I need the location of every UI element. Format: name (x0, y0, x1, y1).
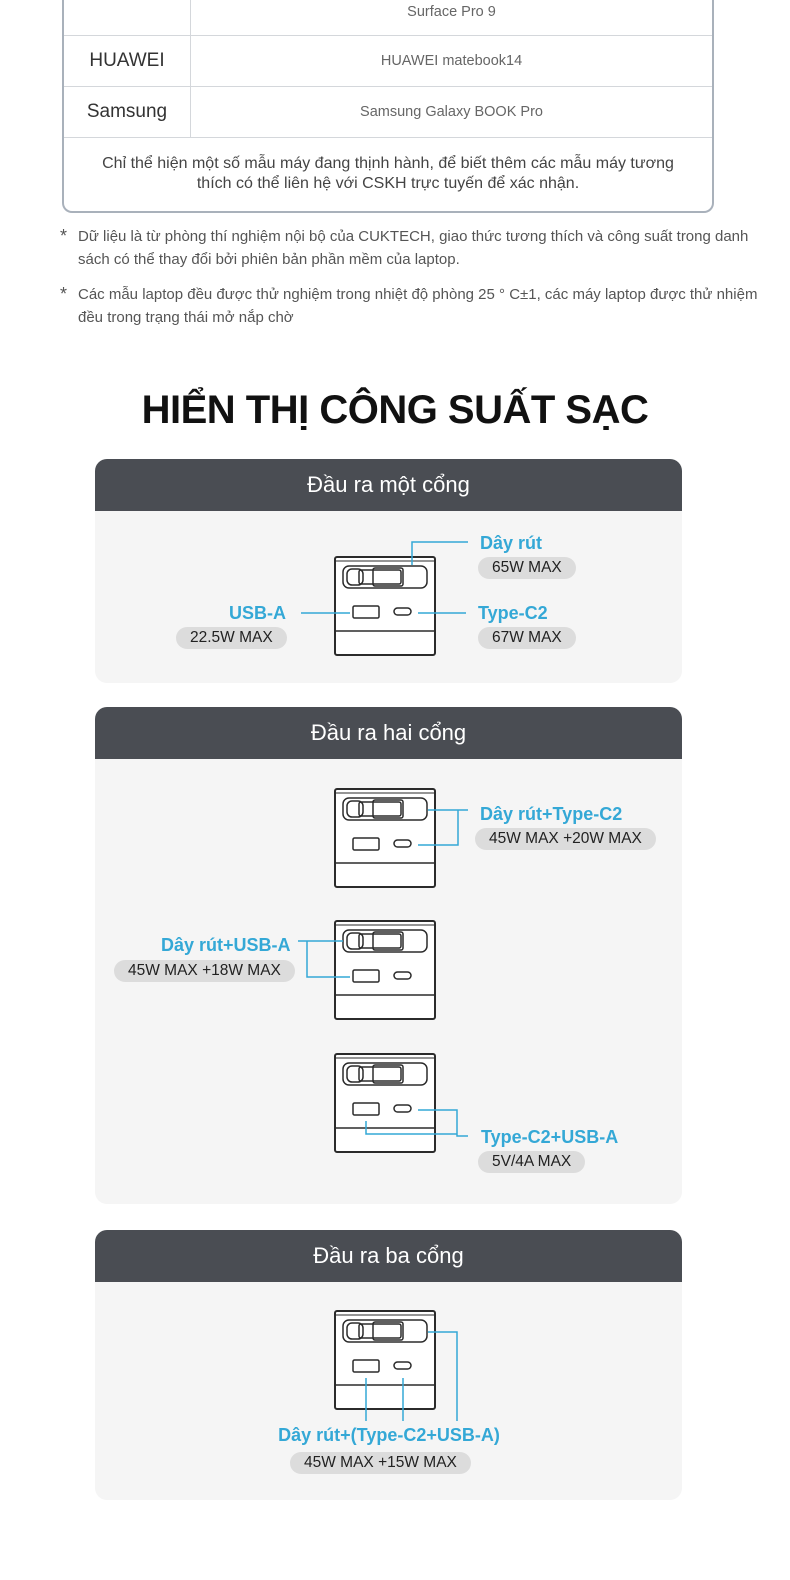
charger-illustration (335, 789, 435, 887)
panel-heading: Đầu ra ba cổng (95, 1230, 682, 1282)
footnote-1 (60, 225, 760, 271)
charger-illustration (335, 921, 435, 1019)
typec-power-pill: 67W MAX (478, 627, 576, 649)
model-cell: HUAWEI matebook14 (380, 52, 523, 69)
asterisk: * (60, 284, 68, 304)
combo3-power-pill: 5V/4A MAX (478, 1151, 585, 1173)
brand-cell: HUAWEI (64, 35, 191, 86)
table-note: Chỉ thể hiện một số mẫu máy đang thịnh hành, để biết thêm các mẫu máy tương thích có thể liên hệ với CSKH trực tuyến để xác nhận. (102, 155, 674, 192)
triple-combo-label: Dây rút+(Type-C2+USB-A) (278, 1425, 500, 1445)
triple-power-pill: 45W MAX +15W MAX (290, 1452, 471, 1474)
charger-illustration (335, 1054, 435, 1152)
model-cell: Samsung Galaxy BOOK Pro (360, 103, 543, 120)
usba-power-pill: 22.5W MAX (176, 627, 287, 649)
section-title: HIỂN THỊ CÔNG SUẤT SẠC (141, 388, 649, 432)
asterisk: * (60, 226, 68, 246)
usba-label: USB-A (229, 603, 286, 623)
combo2-label: Dây rút+USB-A (161, 935, 291, 955)
compatibility-table (62, 0, 714, 213)
table-row (64, 0, 712, 36)
footnote-text: Dữ liệu là từ phòng thí nghiệm nội bộ của CUKTECH, giao thức tương thích và công suất trong danh sách có thể thay đổi bởi phiên bản phần mềm của laptop. (78, 228, 749, 268)
footnote-2 (60, 283, 760, 329)
table-row (64, 86, 712, 138)
panel-heading: Đầu ra một cổng (95, 459, 682, 511)
model-cell: Surface Pro 9 (407, 4, 496, 20)
combo3-label: Type-C2+USB-A (481, 1127, 619, 1147)
panel-heading: Đầu ra hai cổng (95, 707, 682, 759)
cable-power-pill: 65W MAX (478, 557, 576, 579)
combo1-power-pill: 45W MAX +20W MAX (475, 828, 656, 850)
typec-label: Type-C2 (478, 603, 548, 623)
charger-illustration (335, 1311, 435, 1409)
combo1-label: Dây rút+Type-C2 (480, 804, 623, 824)
charger-illustration (335, 557, 435, 655)
cable-label: Dây rút (480, 533, 543, 553)
table-row (64, 35, 712, 87)
brand-cell: Samsung (64, 86, 191, 137)
combo2-power-pill: 45W MAX +18W MAX (114, 960, 295, 982)
footnote-text: Các mẫu laptop đều được thử nghiệm trong nhiệt độ phòng 25 ° C±1, các máy laptop được thử nhiệm đều trong trạng thái mở nắp chờ (78, 286, 758, 326)
brand-cell (64, 0, 191, 35)
